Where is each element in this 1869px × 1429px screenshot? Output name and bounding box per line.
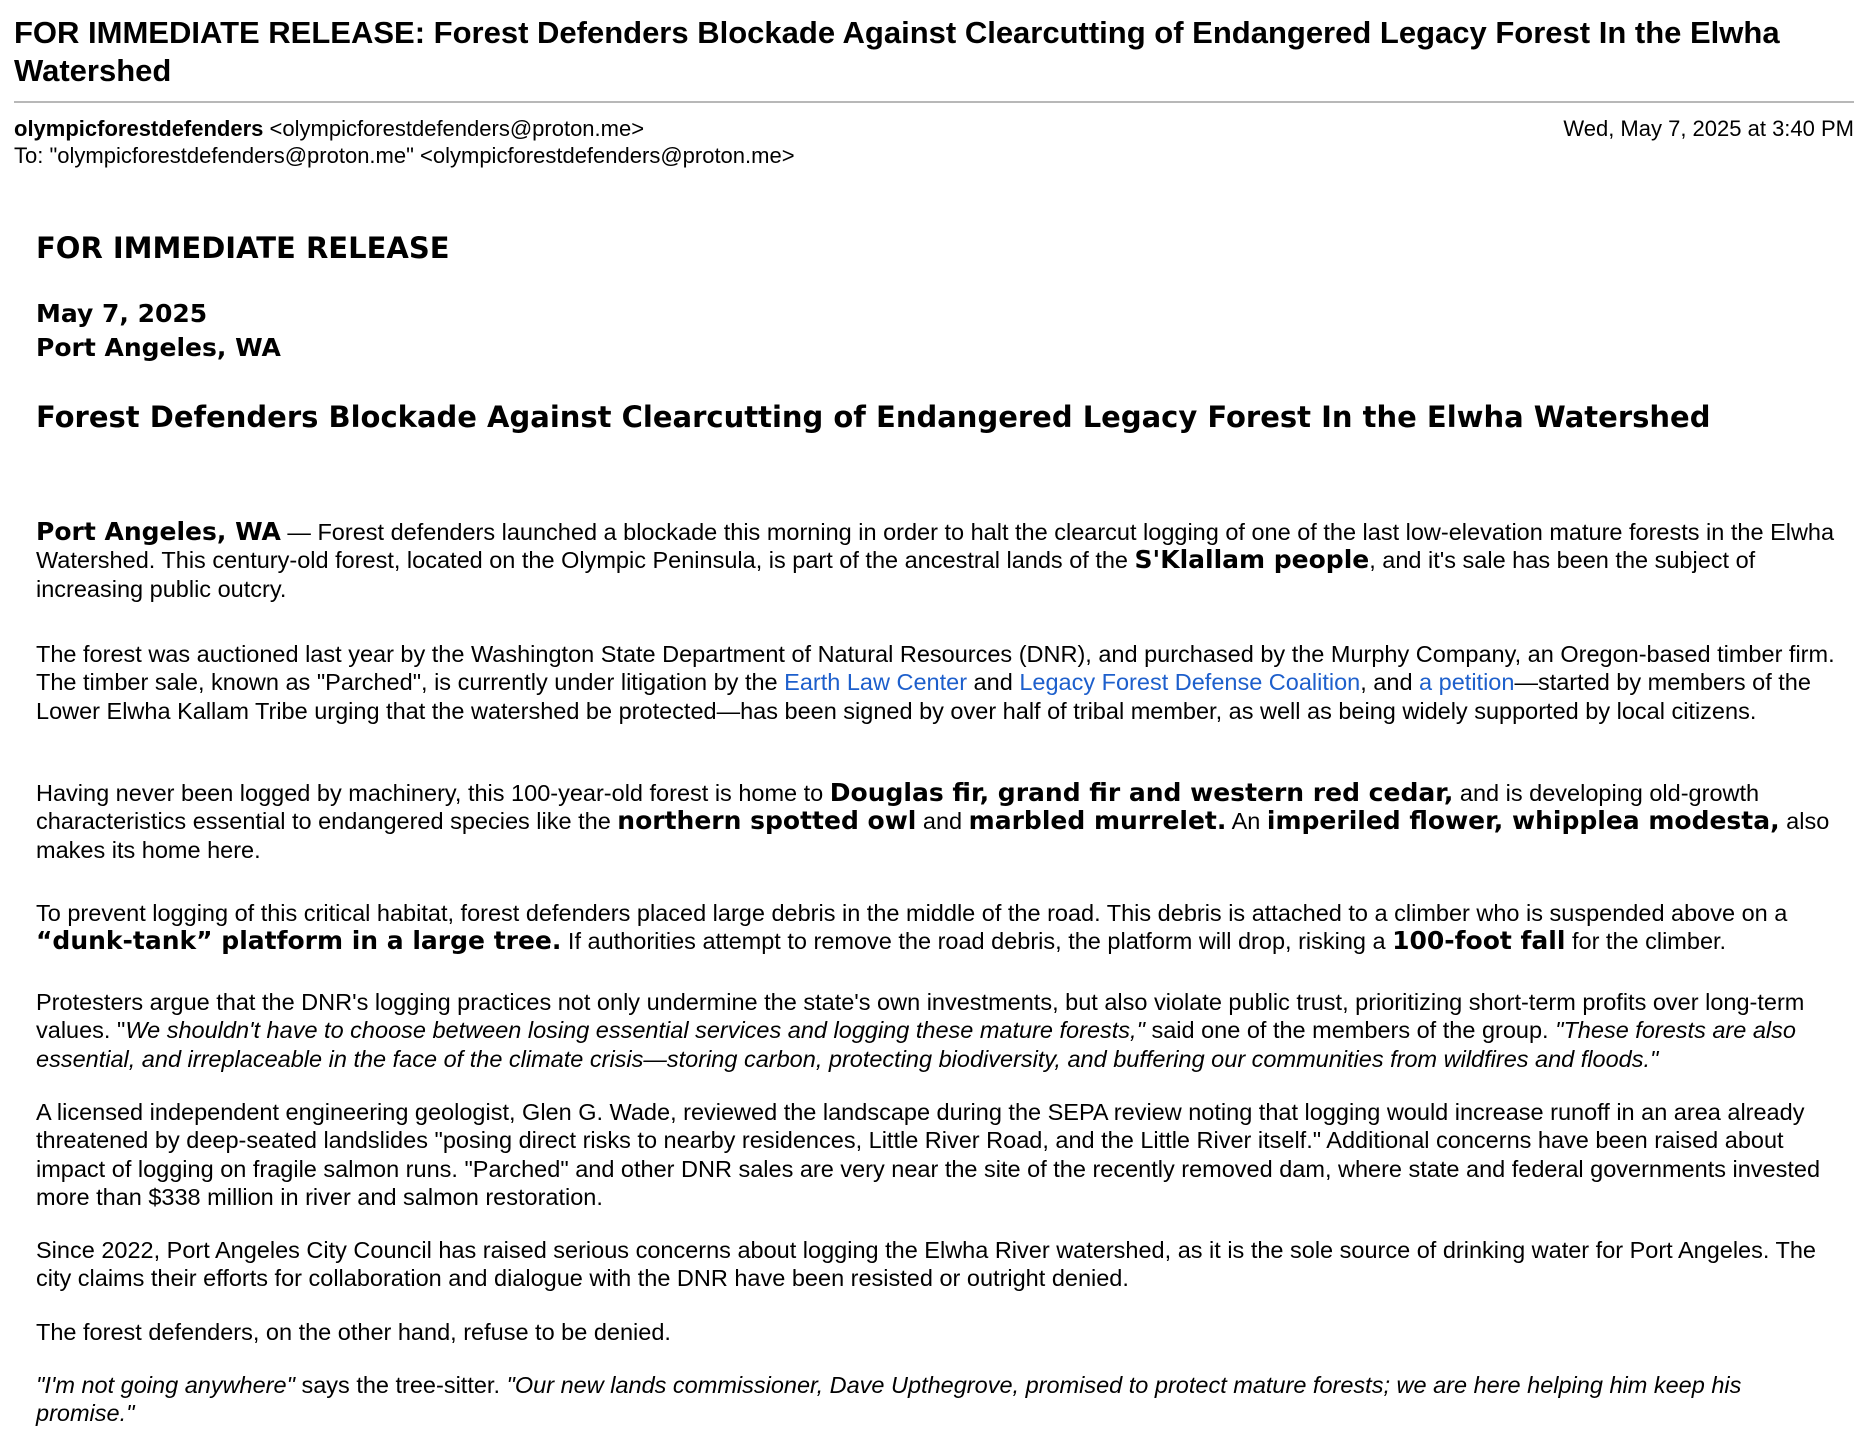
text-run: also makes its home here. xyxy=(36,808,1830,863)
text-run: , and xyxy=(1360,669,1420,696)
text-run: Protesters argue that the DNR's logging practices not only undermine the state's own investments, but also violate public trust, prioritizing short-term profits over long-term values. " xyxy=(36,989,1805,1044)
quote-commissioner: "Our new lands commissioner, Dave Upthegrove, promised to protect mature forests; we are here helping him keep his promise." xyxy=(36,1372,1742,1427)
release-location: Port Angeles, WA xyxy=(36,333,281,362)
text-run: Having never been logged by machinery, this 100-year-old forest is home to xyxy=(36,780,830,806)
email-date: Wed, May 7, 2025 at 3:40 PM xyxy=(1563,116,1854,141)
text-run: — Forest defenders launched a blockade this morning in order to halt the clearcut logging of one of the last low-elevation mature forests in the Elwha Watershed. This century-old forest, located on the Olympic Peninsula, is part of the ancestral lands of the xyxy=(36,519,1835,574)
paragraph-auction xyxy=(36,640,1842,725)
paragraph-city-council: Since 2022, Port Angeles City Council has raised serious concerns about logging the Elwha River watershed, as it is the sole source of drinking water for Port Angeles. The city claims their efforts for collaboration and dialogue with the DNR have been resisted or outright denied. xyxy=(36,1237,1816,1292)
paragraph-blockade xyxy=(36,899,1842,956)
text-run: An xyxy=(1226,808,1267,835)
highlight-sklallam: S'Klallam people xyxy=(1134,545,1370,575)
text-run: for the climber. xyxy=(1565,928,1727,955)
sender-address[interactable]: <olympicforestdefenders@proton.me> xyxy=(269,116,645,141)
earth-law-center-link[interactable]: Earth Law Center xyxy=(784,669,968,696)
quote-forests: "These forests are also essential, and irreplaceable in the face of the climate crisis—storing carbon, protecting biodiversity, and buffering our communities from wildfires and floods." xyxy=(36,1017,1796,1072)
paragraph-species xyxy=(36,779,1842,864)
petition-link[interactable]: a petition xyxy=(1419,669,1515,696)
quote-members: We shouldn't have to choose between losing essential services and logging these mature forests," xyxy=(125,1017,1145,1044)
text-run: and xyxy=(967,669,1020,696)
highlight-flower: imperiled flower, whipplea modesta, xyxy=(1266,806,1780,836)
paragraph-geologist: A licensed independent engineering geologist, Glen G. Wade, reviewed the landscape during the SEPA review noting that logging would increase runoff in an area already threatened by deep-seated landslides "posing direct risks to nearby residences, Little River Road, and the Little River itself." Additional concerns have been raised about impact of logging on fragile salmon runs. "Parched" and other DNR sales are very near the site of the recently removed dam, where state and federal governments invested more than $338 million in river and salmon restoration. xyxy=(36,1099,1821,1211)
release-heading: FOR IMMEDIATE RELEASE xyxy=(36,231,450,265)
text-run: said one of the members of the group. xyxy=(1144,1017,1556,1044)
text-run: To prevent logging of this critical habitat, forest defenders placed large debris in the middle of the road. This debris is attached to a climber who is suspended above on a xyxy=(36,900,1788,926)
paragraph-protesters xyxy=(36,988,1842,1073)
text-run: If authorities attempt to remove the road debris, the platform will drop, risking a xyxy=(561,928,1393,955)
paragraph-intro xyxy=(36,518,1842,603)
dateline-location: Port Angeles, WA xyxy=(36,517,281,546)
sender-name[interactable]: olympicforestdefenders xyxy=(14,116,264,141)
highlight-trees: Douglas fir, grand fir and western red cedar, xyxy=(829,778,1454,807)
release-date: May 7, 2025 xyxy=(36,299,208,328)
paragraph-tree-sitter xyxy=(36,1371,1842,1428)
highlight-owl: northern spotted owl xyxy=(617,806,917,836)
text-run: —started by members of the Lower Elwha Kallam Tribe urging that the watershed be protected—has been signed by over half of tribal member, as well as being widely supported by local citizens. xyxy=(36,669,1811,724)
quote-tree-sitter: "I'm not going anywhere" xyxy=(36,1372,295,1398)
recipient-line: To: "olympicforestdefenders@proton.me" <olympicforestdefenders@proton.me> xyxy=(14,143,795,168)
highlight-platform: “dunk-tank” platform in a large tree. xyxy=(36,926,562,956)
paragraph-refuse: The forest defenders, on the other hand, refuse to be denied. xyxy=(36,1319,671,1345)
text-run: and xyxy=(916,808,969,835)
header-divider xyxy=(14,101,1854,103)
release-dateline xyxy=(36,297,281,365)
text-run: says the tree-sitter. xyxy=(294,1372,507,1398)
text-run: The forest was auctioned last year by the Washington State Department of Natural Resources (DNR), and purchased by the Murphy Company, an Oregon-based timber firm. The timber sale, known as "Parched", is currently under litigation by the xyxy=(36,641,1835,696)
text-run: , and it's sale has been the subject of increasing public outcry. xyxy=(36,547,1756,602)
email-subject: FOR IMMEDIATE RELEASE: Forest Defenders Blockade Against Clearcutting of Endangered Legacy Forest In the Elwha Watershed xyxy=(14,15,1780,88)
release-title: Forest Defenders Blockade Against Clearcutting of Endangered Legacy Forest In the Elwha Watershed xyxy=(36,400,1711,434)
legacy-forest-coalition-link[interactable]: Legacy Forest Defense Coalition xyxy=(1019,669,1361,696)
highlight-murrelet: marbled murrelet. xyxy=(968,806,1227,836)
text-run: and is developing old-growth characteristics essential to endangered species like the xyxy=(36,780,1760,835)
highlight-fall: 100-foot fall xyxy=(1392,926,1566,956)
sender-line xyxy=(14,115,644,142)
